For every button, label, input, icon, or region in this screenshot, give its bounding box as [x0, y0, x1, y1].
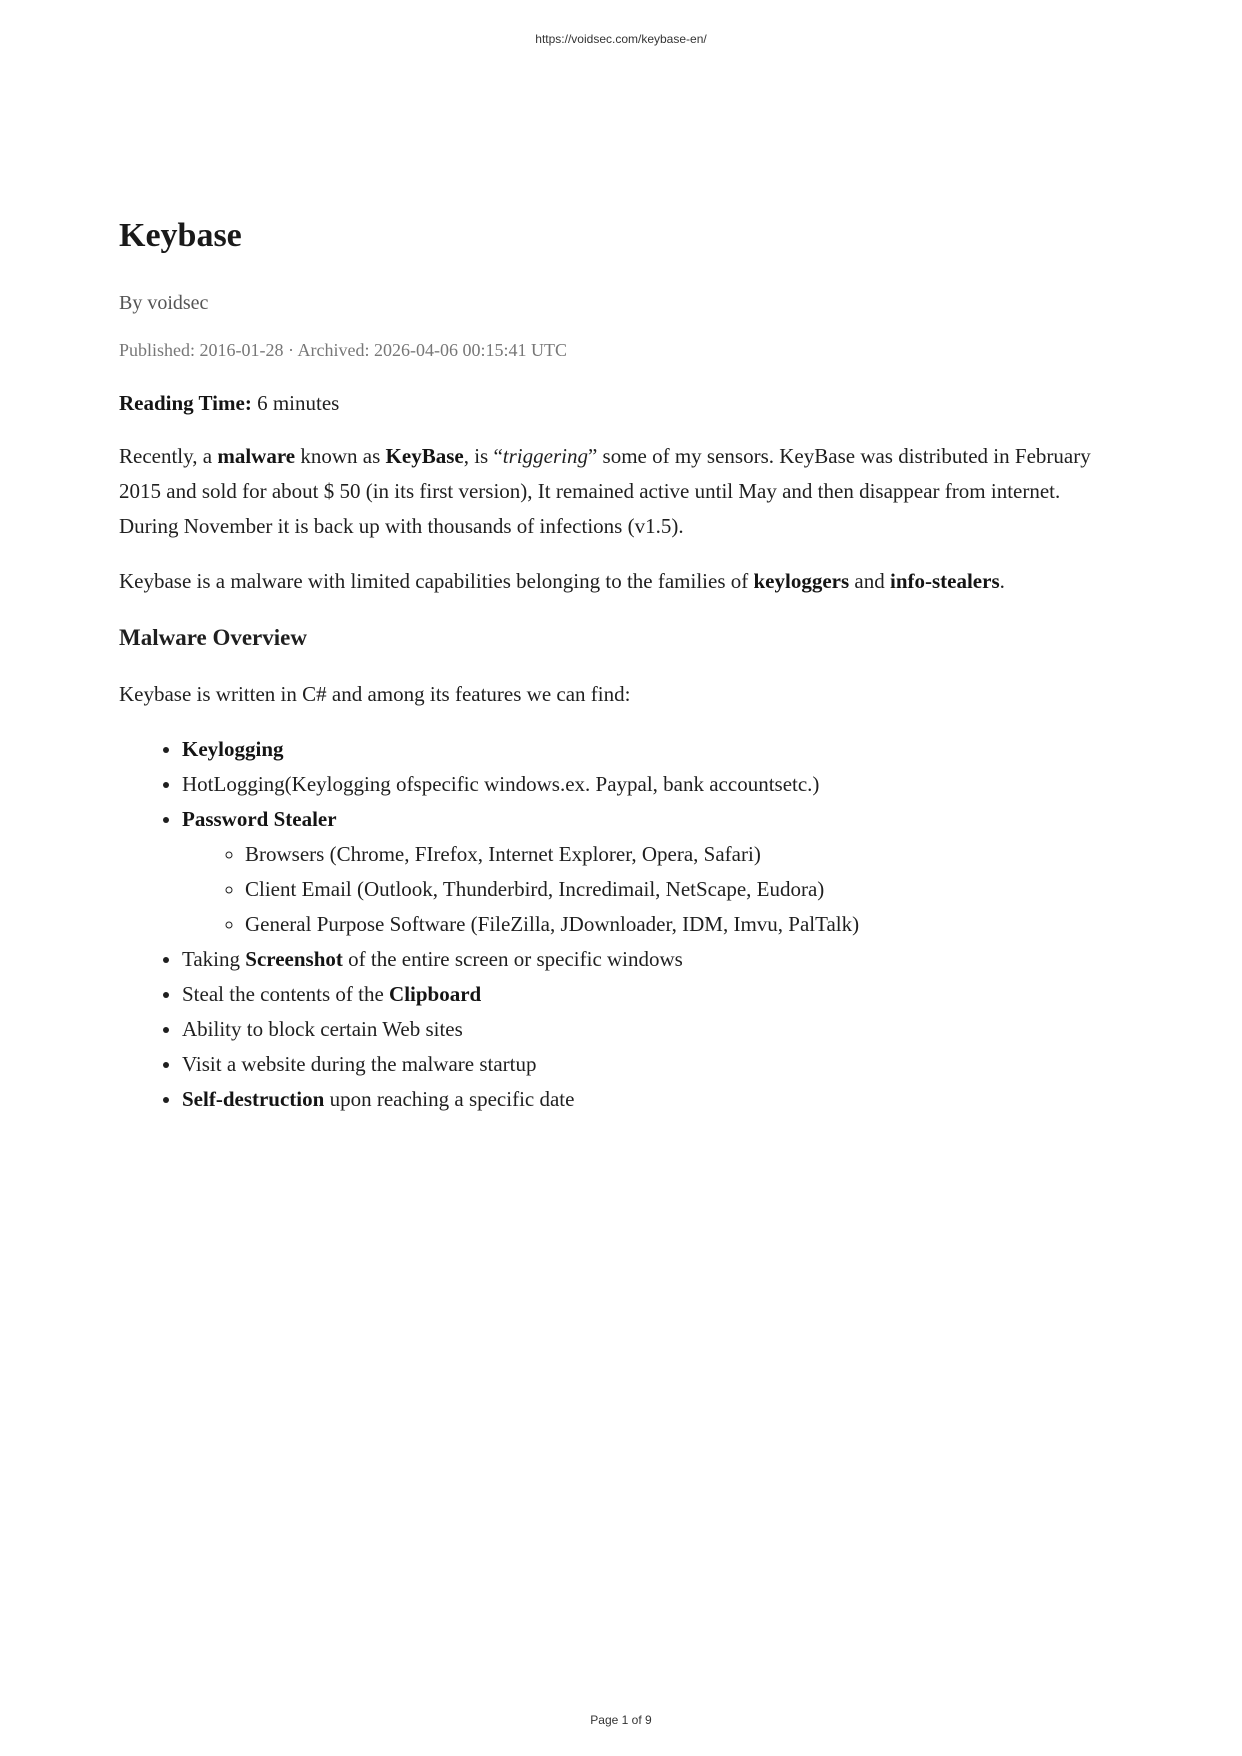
- families-paragraph: [119, 564, 1124, 599]
- bold-self-destruction: Self-destruction: [182, 1087, 325, 1111]
- sub-list-item: ◦ Browsers (Chrome, FIrefox, Internet Explorer, Opera, Safari): [245, 837, 1124, 872]
- page-url: https://voidsec.com/keybase-en/: [535, 32, 707, 46]
- list-item: • Ability to block certain Web sites: [182, 1012, 1124, 1047]
- article: [119, 212, 1124, 1117]
- text-fragment: and: [849, 569, 890, 593]
- list-item: [182, 977, 1124, 1012]
- bold-clipboard: Clipboard: [389, 982, 482, 1006]
- list-item: [182, 1082, 1124, 1117]
- italic-triggering: triggering: [502, 444, 588, 468]
- feature-password-stealer: Password Stealer: [182, 807, 337, 831]
- list-item: • HotLogging(Keylogging ofspecific windows.ex. Paypal, bank accountsetc.): [182, 767, 1124, 802]
- bold-keybase: KeyBase: [385, 444, 464, 468]
- bold-info-stealers: info-stealers: [889, 569, 1000, 593]
- list-item: [182, 732, 1124, 767]
- reading-time: [119, 386, 1124, 421]
- text-fragment: known as: [295, 444, 386, 468]
- section-heading: Malware Overview: [119, 625, 307, 650]
- password-stealer-sublist: [182, 837, 1124, 942]
- reading-time-label: Reading Time:: [119, 391, 252, 415]
- text-fragment: Steal the contents of the: [182, 982, 390, 1006]
- sub-list-item: ◦ Client Email (Outlook, Thunderbird, Incredimail, NetScape, Eudora): [245, 872, 1124, 907]
- publish-dates: Published: 2016-01-28 · Archived: 2026-04-06 00:15:41 UTC: [119, 340, 567, 360]
- list-item: • Visit a website during the malware startup: [182, 1047, 1124, 1082]
- features-intro: Keybase is written in C# and among its features we can find:: [119, 682, 631, 706]
- page-number: Page 1 of 9: [590, 1713, 652, 1727]
- list-item: [182, 802, 1124, 942]
- sub-list-item: ◦ General Purpose Software (FileZilla, JDownloader, IDM, Imvu, PalTalk): [245, 907, 1124, 942]
- bold-keyloggers: keyloggers: [753, 569, 850, 593]
- list-item: [182, 942, 1124, 977]
- text-fragment: .: [999, 569, 1005, 593]
- text-fragment: Keybase is a malware with limited capabilities belonging to the families of: [119, 569, 754, 593]
- text-fragment: of the entire screen or specific windows: [342, 947, 683, 971]
- bold-malware: malware: [217, 444, 296, 468]
- byline: By voidsec: [119, 292, 209, 314]
- text-fragment: upon reaching a specific date: [324, 1087, 575, 1111]
- article-title: Keybase: [119, 217, 242, 254]
- intro-paragraph: [119, 439, 1124, 544]
- bold-screenshot: Screenshot: [245, 947, 343, 971]
- feature-keylogging: Keylogging: [182, 737, 284, 761]
- text-fragment: Taking: [182, 947, 246, 971]
- text-fragment: Recently, a: [119, 444, 218, 468]
- text-fragment: ” some of my sensors. KeyBase was distributed in February 2015 and sold for about $ 50 (in its first version), It remained active until May and then disappear from internet. During November it is back up with thousands of infections (v1.5).: [119, 444, 1091, 538]
- features-list: [119, 732, 1124, 1117]
- text-fragment: , is “: [463, 444, 503, 468]
- reading-time-value: 6 minutes: [251, 391, 340, 415]
